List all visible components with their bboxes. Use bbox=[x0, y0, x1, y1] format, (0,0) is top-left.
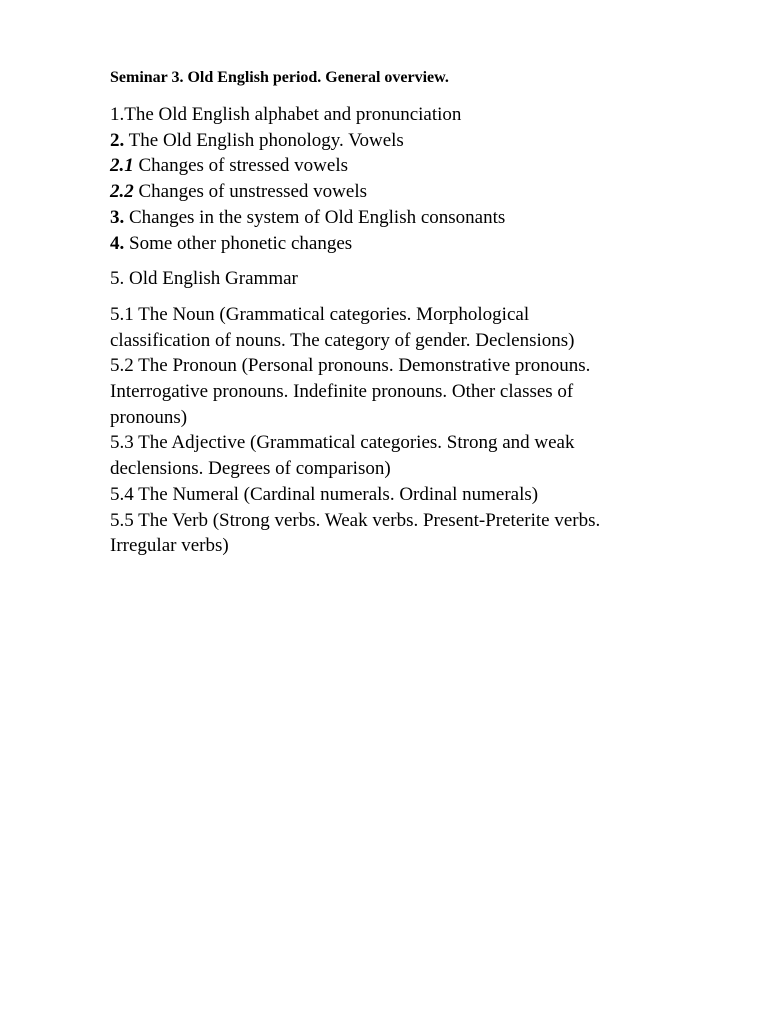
outline-item-number: 1. bbox=[110, 104, 125, 125]
outline-item bbox=[110, 153, 630, 179]
grammar-item-verb: 5.5 The Verb (Strong verbs. Weak verbs. Present-Preterite verbs. Irregular verbs) bbox=[110, 509, 601, 557]
grammar-heading-block bbox=[110, 266, 630, 292]
outline-item-text: Some other phonetic changes bbox=[124, 232, 353, 254]
grammar-item-pronoun: 5.2 The Pronoun (Personal pronouns. Demonstrative pronouns. Interrogative pronouns. Indefinite pronouns. Other classes of pronouns) bbox=[110, 355, 591, 428]
grammar-item-noun: 5.1 The Noun (Grammatical categories. Morphological classification of nouns. The category of gender. Declensions) bbox=[110, 303, 575, 351]
grammar-item-adjective: 5.3 The Adjective (Grammatical categories. Strong and weak declensions. Degrees of comparison) bbox=[110, 432, 575, 480]
document-title: Seminar 3. Old English period. General overview. bbox=[110, 69, 449, 86]
outline-item-number: 2.1 bbox=[110, 155, 134, 177]
document-page bbox=[110, 66, 630, 559]
outline-item-text: The Old English phonology. Vowels bbox=[124, 129, 404, 151]
outline-item-text: Changes in the system of Old English consonants bbox=[124, 206, 506, 228]
grammar-item-numeral: 5.4 The Numeral (Cardinal numerals. Ordinal numerals) bbox=[110, 483, 539, 505]
outline-item-number: 3. bbox=[110, 206, 125, 228]
outline-item-text: The Old English alphabet and pronunciation bbox=[124, 104, 462, 125]
grammar-heading: 5. Old English Grammar bbox=[110, 268, 298, 290]
outline-item-number: 2. bbox=[110, 129, 125, 151]
outline-item-number: 2.2 bbox=[110, 181, 134, 203]
outline-item-text: Changes of unstressed vowels bbox=[133, 181, 367, 203]
outline-item-text: Changes of stressed vowels bbox=[133, 155, 348, 177]
outline-item-number: 4. bbox=[110, 232, 125, 254]
phonology-outline bbox=[110, 102, 630, 256]
outline-item bbox=[110, 231, 630, 257]
outline-item bbox=[110, 102, 630, 128]
outline-item bbox=[110, 205, 630, 231]
outline-item bbox=[110, 128, 630, 154]
outline-item bbox=[110, 179, 630, 205]
grammar-list bbox=[110, 302, 630, 559]
